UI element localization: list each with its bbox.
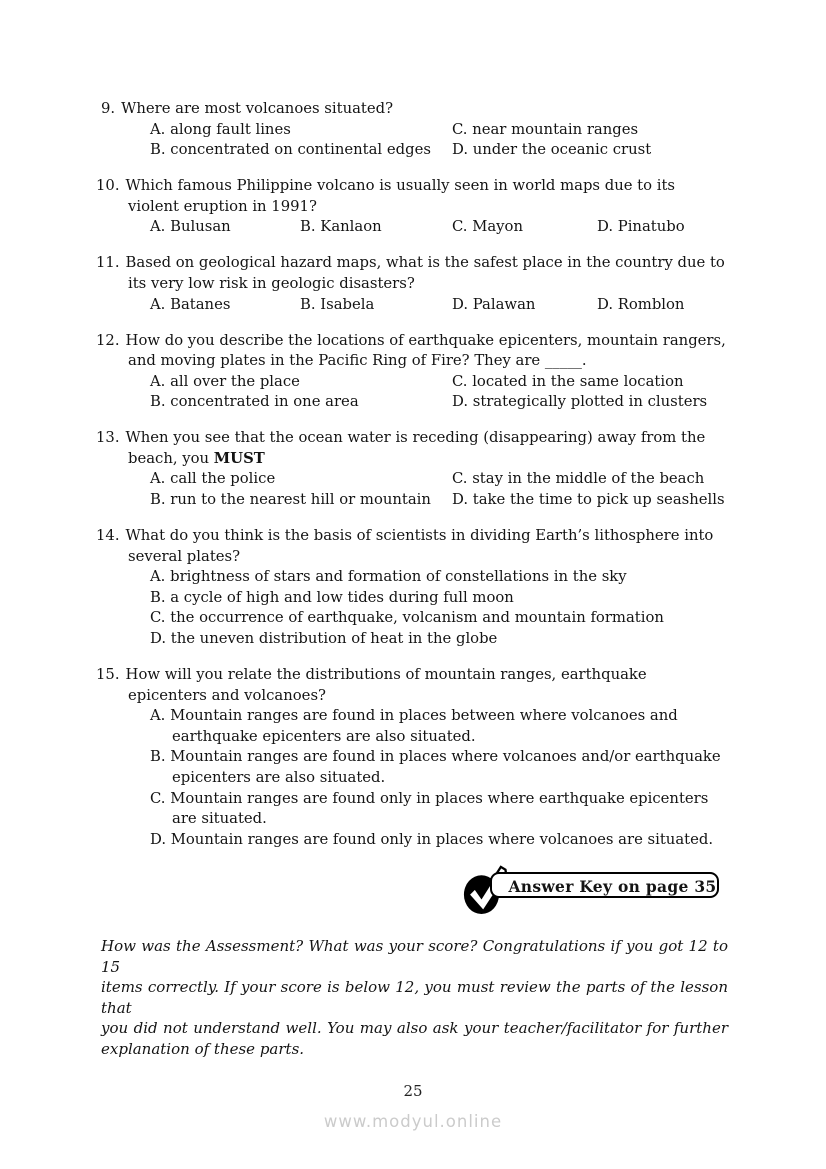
question-text: How will you relate the distributions of mountain ranges, earthquake xyxy=(125,666,647,683)
assessment-note xyxy=(101,936,728,1059)
note-line: explanation of these parts. xyxy=(101,1039,305,1058)
question-text-line: violent eruption in 1991? xyxy=(128,197,317,215)
option-d: D. Pinatubo xyxy=(597,218,685,236)
option-a: A. Mountain ranges are found in places between where volcanoes and xyxy=(150,707,678,725)
option-b: B. Mountain ranges are found in places where volcanoes and/or earthquake xyxy=(150,748,721,766)
note-line: items correctly. If your score is below 12, you must review the parts of the lesson that xyxy=(101,978,728,1017)
option-d: D. take the time to pick up seashells xyxy=(452,491,725,509)
option-b: B. Isabela xyxy=(300,295,375,313)
option-c: C. Mayon xyxy=(452,218,523,236)
question-number: 11. xyxy=(96,254,120,272)
question-text: beach, you xyxy=(128,449,214,467)
answer-key-row xyxy=(101,860,728,914)
question-number: 10. xyxy=(96,177,120,195)
note-line: you did not understand well. You may also ask your teacher/facilitator for further xyxy=(101,1019,728,1038)
question-text-line xyxy=(101,99,728,120)
question-number: 15. xyxy=(96,666,120,683)
answer-key-badge xyxy=(490,872,719,898)
question-text-line xyxy=(96,176,728,197)
option-c: C. located in the same location xyxy=(452,372,684,390)
question-text: When you see that the ocean water is receding (disappearing) away from the xyxy=(125,429,706,447)
question-text-line xyxy=(96,526,728,547)
question-text-line xyxy=(96,253,728,274)
page-number: 25 xyxy=(403,1082,423,1100)
question-item-14 xyxy=(96,526,728,650)
option-d: D. the uneven distribution of heat in the globe xyxy=(150,630,498,648)
question-text-line xyxy=(96,331,728,352)
option-a: A. brightness of stars and formation of constellations in the sky xyxy=(150,568,627,586)
option-b-continuation: epicenters are also situated. xyxy=(172,768,386,786)
question-item-9 xyxy=(101,99,728,161)
option-a: A. Batanes xyxy=(150,295,231,313)
question-item-13 xyxy=(96,428,728,510)
option-a-continuation: earthquake epicenters are also situated. xyxy=(172,727,476,745)
question-text-line xyxy=(96,428,728,449)
option-c: C. near mountain ranges xyxy=(452,120,639,138)
option-b: B. Kanlaon xyxy=(300,218,382,236)
question-text-line: several plates? xyxy=(128,547,241,565)
question-item-12 xyxy=(96,331,728,413)
question-number: 13. xyxy=(96,429,120,447)
option-b: B. concentrated in one area xyxy=(150,393,359,411)
question-text-line: its very low risk in geologic disasters? xyxy=(128,274,415,292)
option-row xyxy=(101,469,728,490)
option-row xyxy=(101,295,728,316)
option-row xyxy=(101,490,728,511)
question-text: What do you think is the basis of scientists in dividing Earth’s lithosphere into xyxy=(125,527,714,545)
option-d: D. Romblon xyxy=(597,295,685,313)
option-c: D. Palawan xyxy=(452,295,536,313)
question-text: Based on geological hazard maps, what is the safest place in the country due to xyxy=(125,254,725,272)
question-text: Where are most volcanoes situated? xyxy=(121,100,394,117)
note-line: How was the Assessment? What was your score? Congratulations if you got 12 to 15 xyxy=(101,937,728,976)
question-text: How do you describe the locations of earthquake epicenters, mountain rangers, xyxy=(125,331,726,349)
option-b: B. concentrated on continental edges xyxy=(150,141,431,159)
option-c: C. the occurrence of earthquake, volcanism and mountain formation xyxy=(150,609,664,627)
watermark: www.modyul.online xyxy=(323,1112,503,1131)
option-d: D. strategically plotted in clusters xyxy=(452,393,708,411)
option-a: A. Bulusan xyxy=(150,218,231,236)
option-row xyxy=(101,120,728,141)
question-text-line xyxy=(96,665,728,686)
assessment-content xyxy=(96,0,728,1059)
option-row xyxy=(101,217,728,238)
option-row xyxy=(101,372,728,393)
question-item-11 xyxy=(96,253,728,315)
option-d: D. under the oceanic crust xyxy=(452,141,652,159)
option-a: A. along fault lines xyxy=(150,120,291,138)
option-d: D. Mountain ranges are found only in places where volcanoes are situated. xyxy=(150,830,714,848)
question-text-line: and moving plates in the Pacific Ring of Fire? They are _____. xyxy=(128,352,587,370)
option-c: C. Mountain ranges are found only in places where earthquake epicenters xyxy=(150,789,709,807)
option-b: B. run to the nearest hill or mountain xyxy=(150,491,431,509)
option-a: A. all over the place xyxy=(150,372,300,390)
question-text: Which famous Philippine volcano is usually seen in world maps due to its xyxy=(125,177,676,195)
question-text-line: epicenters and volcanoes? xyxy=(128,686,326,704)
option-c-continuation: are situated. xyxy=(172,810,267,828)
option-row xyxy=(101,140,728,161)
answer-key-label: Answer Key on page 35 xyxy=(508,877,717,897)
question-item-10 xyxy=(96,176,728,238)
question-item-15 xyxy=(96,665,728,850)
option-b: B. a cycle of high and low tides during full moon xyxy=(150,588,514,606)
question-text-bold: MUST xyxy=(213,449,265,467)
question-number: 9. xyxy=(101,100,116,117)
question-text-line xyxy=(128,449,728,470)
option-c: C. stay in the middle of the beach xyxy=(452,470,705,488)
option-row xyxy=(101,392,728,413)
option-a: A. call the police xyxy=(150,470,276,488)
question-number: 12. xyxy=(96,331,120,349)
question-number: 14. xyxy=(96,527,120,545)
